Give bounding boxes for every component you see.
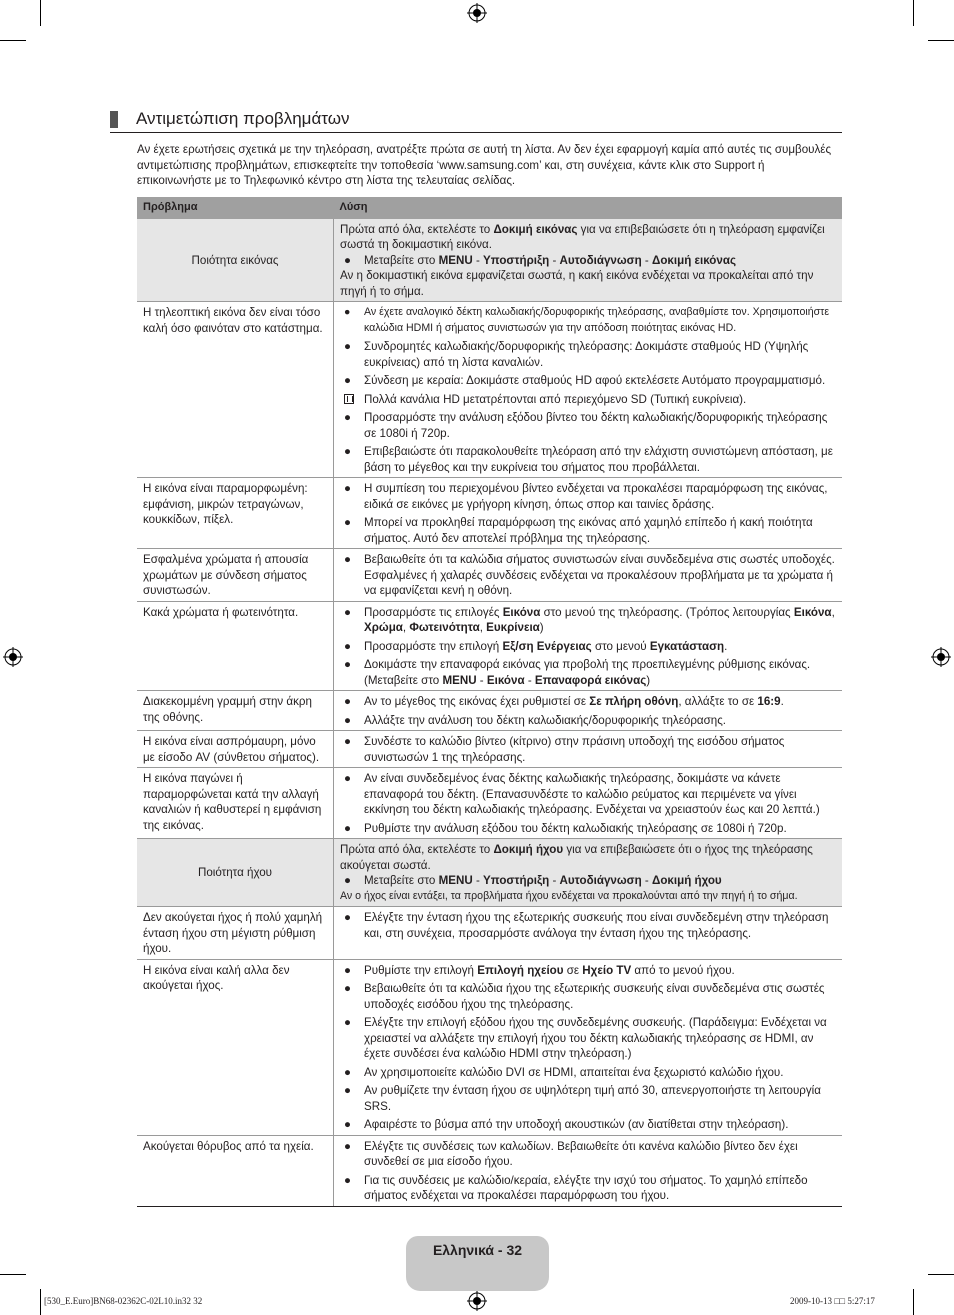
bullet-item bbox=[340, 821, 836, 837]
bullet-text: Αφαιρέστε το βύσμα από την υποδοχή ακουστικών (αν διατίθεται στην τηλεόραση). bbox=[364, 1118, 789, 1131]
solution-cell bbox=[334, 907, 843, 960]
registration-mark-icon bbox=[3, 647, 23, 667]
bullet-item bbox=[340, 1139, 836, 1170]
bullet-item bbox=[340, 1083, 836, 1114]
problem-cell: Η εικόνα είναι ασπρόμαυρη, μόνο με είσοδο AV (σύνθετου σήματος). bbox=[137, 731, 334, 768]
solution-cell bbox=[334, 219, 843, 302]
bullet-text: Σύνδεση με κεραία: Δοκιμάστε σταθμούς HD αφού εκτελέσετε Αυτόματο προγραμματισμό. bbox=[364, 374, 826, 387]
bullet-icon: ● bbox=[344, 516, 352, 529]
bullet-icon: ● bbox=[344, 658, 352, 671]
solution-cell bbox=[334, 549, 843, 602]
bullet-item bbox=[340, 771, 836, 818]
problem-cell: Διακεκομμένη γραμμή στην άκρη της οθόνης. bbox=[137, 691, 334, 731]
heading-bar bbox=[110, 111, 118, 128]
bullet-text: Μπορεί να προκληθεί παραμόρφωση της εικόνας από χαμηλό επίπεδο ή κακή ποιότητα σήματος. Αυτό δεν αποτελεί πρόβλημα της τηλεόρασης. bbox=[364, 516, 813, 545]
bullet-text: Συνδέστε το καλώδιο βίντεο (κίτρινο) στην πράσινη υποδοχή της εισόδου σήματος συνιστωσών 1 της τηλεόρασης. bbox=[364, 735, 785, 764]
problem-cell: Κακά χρώματα ή φωτεινότητα. bbox=[137, 601, 334, 691]
bullet-item bbox=[340, 1173, 836, 1204]
solution-cell bbox=[334, 768, 843, 839]
column-header-problem: Πρόβλημα bbox=[137, 197, 334, 219]
crop-mark bbox=[0, 40, 26, 41]
table-row bbox=[137, 768, 842, 839]
footer-timestamp: 2009-10-13 □□ 5:27:17 bbox=[790, 1296, 875, 1306]
problem-cell: Δεν ακούγεται ήχος ή πολύ χαμηλή ένταση ήχου στη μέγιστη ρύθμιση ήχου. bbox=[137, 907, 334, 960]
bullet-text: Ελέγξτε την ένταση ήχου της εξωτερικής συσκευής που είναι συνδεδεμένη στην τηλεόραση και, στη συνέχεια, προσαρμόστε ανάλογα την ένταση ήχου της τηλεόρασης. bbox=[364, 911, 829, 940]
bullet-item bbox=[340, 694, 836, 710]
bullet-icon: ● bbox=[344, 340, 352, 353]
solution-cell bbox=[334, 691, 843, 731]
bullet-icon: ● bbox=[344, 772, 352, 785]
bullet-text: Προσαρμόστε την ανάλυση εξόδου βίντεο του δέκτη καλωδιακής/δορυφορικής τηλεόρασης σε 1080i ή 720p. bbox=[364, 411, 828, 440]
solution-cell bbox=[334, 302, 843, 478]
bullet-item bbox=[340, 981, 836, 1012]
bullet-icon: ● bbox=[344, 445, 352, 458]
table-row bbox=[137, 549, 842, 602]
troubleshooting-table bbox=[137, 197, 842, 1207]
bullet-icon: ● bbox=[344, 1173, 352, 1187]
solution-text: Αν η δοκιμαστική εικόνα εμφανίζεται σωστά, η κακή εικόνα ενδέχεται να προκαλείται από την πηγή ή το σήμα. bbox=[340, 269, 814, 298]
solution-text: Πρώτα από όλα, εκτελέστε το Δοκιμή ήχου για να επιβεβαιώσετε ότι ο ήχος της τηλεόρασης ακούγεται σωστά. bbox=[340, 843, 813, 872]
crop-mark bbox=[40, 1289, 41, 1315]
solution-cell bbox=[334, 478, 843, 549]
bullet-icon: ● bbox=[344, 1084, 352, 1097]
table-row bbox=[137, 959, 842, 1135]
bullet-text: Ελέγξτε την επιλογή εξόδου ήχου της συνδεδεμένης συσκευής. (Παράδειγμα: Ενδέχεται να χρειαστεί να αλλάξετε την επιλογή ήχου του δέκτη καλωδιακής τηλεόρασης σε HDMI, αν έχετε συνδέσει ένα καλώδιο HDMI στην τηλεόραση.) bbox=[364, 1016, 827, 1060]
table-row bbox=[137, 302, 842, 478]
bullet-icon: ● bbox=[344, 639, 352, 653]
table-row bbox=[137, 839, 842, 907]
bullet-item bbox=[340, 515, 836, 546]
problem-cell: Η εικόνα είναι καλή αλλα δεν ακούγεται ήχος. bbox=[137, 959, 334, 1135]
bullet-text: Μεταβείτε στο MENU - Υποστήριξη - Αυτοδιάγνωση - Δοκιμή ήχου bbox=[364, 874, 722, 887]
bullet-item bbox=[340, 1117, 836, 1133]
bullet-text: Επιβεβαιώστε ότι παρακολουθείτε τηλεόραση από την ελάχιστη συνιστώμενη απόσταση, με βάση το μέγεθος και την ευκρίνεια του σήματος που προβάλλεται. bbox=[364, 445, 833, 474]
registration-mark-icon bbox=[467, 1291, 487, 1311]
solution-text: Αν ο ήχος είναι εντάξει, τα προβλήματα ήχου ενδέχεται να προκαλούνται από την πηγή ή το σήμα. bbox=[340, 889, 798, 902]
bullet-text: Ρυθμίστε την επιλογή Επιλογή ηχείου σε Ηχείο TV από το μενού ήχου. bbox=[364, 963, 735, 977]
bullet-item bbox=[340, 910, 836, 941]
bullet-icon: ● bbox=[344, 482, 352, 495]
bullet-item bbox=[340, 873, 836, 889]
bullet-text: Προσαρμόστε την επιλογή Εξ/ση Ενέργειας στο μενού Εγκατάσταση. bbox=[364, 639, 728, 653]
bullet-text: Αν είναι συνδεδεμένος ένας δέκτης καλωδιακής τηλεόρασης, δοκιμάστε να κάνετε επαναφορά του δέκτη. (Επανασυνδέστε το καλώδιο ρεύματος και περιμένετε να γίνει εκκίνηση του δέκτη καλωδιακής τηλεόρασης. Ενδέχεται να χρειαστούν έως και 20 λεπτά.) bbox=[364, 772, 820, 816]
bullet-icon: ● bbox=[344, 821, 352, 835]
bullet-icon: ● bbox=[344, 553, 352, 566]
bullet-icon: ● bbox=[344, 374, 352, 387]
bullet-icon: ● bbox=[344, 605, 352, 619]
bullet-icon: ● bbox=[344, 963, 352, 977]
problem-cell: Η εικόνα παγώνει ή παραμορφώνεται κατά την αλλαγή καναλιών ή καθυστερεί η εμφάνιση της εικόνας. bbox=[137, 768, 334, 839]
bullet-icon: ● bbox=[344, 713, 352, 727]
note-item bbox=[340, 392, 836, 408]
problem-cell: Ακούγεται θόρυβος από τα ηχεία. bbox=[137, 1135, 334, 1206]
bullet-icon: ● bbox=[344, 735, 352, 748]
page-number-tab bbox=[406, 1236, 549, 1291]
table-row bbox=[137, 907, 842, 960]
crop-mark bbox=[40, 0, 41, 26]
bullet-item bbox=[340, 657, 836, 688]
crop-mark bbox=[913, 1289, 914, 1315]
solution-cell bbox=[334, 959, 843, 1135]
bullet-item bbox=[340, 734, 836, 765]
crop-mark bbox=[928, 40, 954, 41]
bullet-text: Δοκιμάστε την επαναφορά εικόνας για προβολή της προεπιλεγμένης ρύθμισης εικόνας. (Μεταβείτε στο MENU - Εικόνα - Επαναφορά εικόνας) bbox=[364, 658, 811, 687]
bullet-icon: ● bbox=[344, 253, 352, 267]
table-body bbox=[137, 219, 842, 1207]
bullet-text: Αν ρυθμίζετε την ένταση ήχου σε υψηλότερη τιμή από 30, απενεργοποιήστε τη λειτουργία SRS. bbox=[364, 1084, 821, 1113]
table-row bbox=[137, 691, 842, 731]
crop-mark bbox=[0, 1274, 26, 1275]
bullet-icon: ● bbox=[344, 911, 352, 924]
solution-cell bbox=[334, 601, 843, 691]
solution-text: Πρώτα από όλα, εκτελέστε το Δοκιμή εικόνας για να επιβεβαιώσετε ότι η τηλεόραση εμφανίζει σωστά τη δοκιμαστική εικόνα. bbox=[340, 222, 825, 251]
bullet-item bbox=[340, 552, 836, 599]
bullet-item bbox=[340, 410, 836, 441]
note-icon bbox=[344, 394, 354, 404]
intro-paragraph: Αν έχετε ερωτήσεις σχετικά με την τηλεόραση, ανατρέξτε πρώτα σε αυτή τη λίστα. Αν δεν έχει εφαρμογή καμία από αυτές τις συμβουλές αντιμετώπισης προβλημάτων, επισκεφτείτε την τοποθεσία ‘www.samsung.com’ και, στη συνέχεια, κάντε κλικ στο Support ή επικοινωνήστε με το Τηλεφωνικό κέντρο στη λίστα της τελευταίας σελίδας. bbox=[137, 143, 832, 187]
bullet-text: Αν έχετε αναλογικό δέκτη καλωδιακής/δορυφορικής τηλεόρασης, αναβαθμίστε τον. Χρησιμοποιήστε καλώδια HDMI ή σήματος συνιστωσών για την απόδοση ποιότητας εικόνας HD. bbox=[364, 306, 830, 334]
bullet-text: Αλλάξτε την ανάλυση του δέκτη καλωδιακής/δορυφορικής τηλεόρασης. bbox=[364, 713, 727, 727]
column-header-solution: Λύση bbox=[334, 197, 843, 219]
table-row bbox=[137, 731, 842, 768]
bullet-icon: ● bbox=[344, 1065, 352, 1079]
bullet-text: Ρυθμίστε την ανάλυση εξόδου του δέκτη καλωδιακής τηλεόρασης σε 1080i ή 720p. bbox=[364, 821, 787, 835]
page-title: Αντιμετώπιση προβλημάτων bbox=[136, 109, 350, 128]
bullet-icon: ● bbox=[344, 1118, 352, 1131]
bullet-item bbox=[340, 444, 836, 475]
bullet-item bbox=[340, 713, 836, 729]
bullet-icon: ● bbox=[344, 874, 352, 887]
bullet-item bbox=[340, 605, 836, 636]
bullet-item bbox=[340, 339, 836, 370]
bullet-icon: ● bbox=[344, 1016, 352, 1029]
bullet-item bbox=[340, 305, 836, 336]
bullet-text: Μεταβείτε στο MENU - Υποστήριξη - Αυτοδιάγνωση - Δοκιμή εικόνας bbox=[364, 253, 736, 267]
bullet-item bbox=[340, 253, 836, 269]
bullet-item bbox=[340, 963, 836, 979]
crop-mark bbox=[928, 1274, 954, 1275]
bullet-icon: ● bbox=[344, 411, 352, 424]
bullet-item bbox=[340, 1065, 836, 1081]
bullet-text: Ελέγξτε τις συνδέσεις των καλωδίων. Βεβαιωθείτε ότι κανένα καλώδιο βίντεο δεν έχει συνδεθεί σε μια είσοδο ήχου. bbox=[364, 1139, 798, 1168]
registration-mark-icon bbox=[931, 647, 951, 667]
bullet-icon: ● bbox=[344, 1139, 352, 1153]
problem-cell: Ποιότητα εικόνας bbox=[137, 219, 334, 302]
bullet-item bbox=[340, 639, 836, 655]
bullet-text: Προσαρμόστε τις επιλογές Εικόνα στο μενού της τηλεόρασης. (Τρόπος λειτουργίας Εικόνα, Χρώμα, Φωτεινότητα, Ευκρίνεια) bbox=[364, 605, 835, 634]
table-row bbox=[137, 478, 842, 549]
bullet-text: Η συμπίεση του περιεχομένου βίντεο ενδέχεται να προκαλέσει παραμόρφωση της εικόνας, ειδικά σε εικόνες με γρήγορη κίνηση, όπως σπορ και ταινίες δράσης. bbox=[364, 482, 828, 511]
table-header-row bbox=[137, 197, 842, 219]
bullet-text: Βεβαιωθείτε ότι τα καλώδια σήματος συνιστωσών είναι συνδεδεμένα στις σωστές υποδοχές. Εσφαλμένες ή χαλαρές συνδέσεις ενδέχεται να προκαλέσουν προβλήματα με τα χρώματα ή να εμφανίζεται κενή η οθόνη. bbox=[364, 553, 835, 597]
problem-cell: Η τηλεοπτική εικόνα δεν είναι τόσο καλή όσο φαινόταν στο κατάστημα. bbox=[137, 302, 334, 478]
section-heading bbox=[110, 108, 842, 133]
problem-cell: Ποιότητα ήχου bbox=[137, 839, 334, 907]
bullet-icon: ● bbox=[344, 306, 351, 318]
table-row bbox=[137, 219, 842, 302]
bullet-icon: ● bbox=[344, 695, 352, 708]
bullet-item bbox=[340, 1015, 836, 1062]
bullet-text: Για τις συνδέσεις με καλώδιο/κεραία, ελέγξτε την ισχύ του σήματος. Το χαμηλό επίπεδο σήματος ενδέχεται να προκαλέσει παραμόρφωση του ήχου. bbox=[364, 1173, 808, 1202]
bullet-text: Αν χρησιμοποιείτε καλώδιο DVI σε HDMI, απαιτείται ένα ξεχωριστό καλώδιο ήχου. bbox=[364, 1065, 784, 1079]
solution-cell bbox=[334, 1135, 843, 1206]
note-text: Πολλά κανάλια HD μετατρέπονται από περιεχόμενο SD (Τυπική ευκρίνεια). bbox=[364, 392, 747, 406]
bullet-item bbox=[340, 481, 836, 512]
bullet-text: Βεβαιωθείτε ότι τα καλώδια ήχου της εξωτερικής συσκευής είναι συνδεδεμένα στις σωστές υποδοχές εισόδου ήχου της τηλεόρασης. bbox=[364, 982, 825, 1011]
solution-cell bbox=[334, 839, 843, 907]
bullet-icon: ● bbox=[344, 982, 352, 995]
footer-file-info: [530_E.Euro]BN68-02362C-02L10.in32 32 bbox=[44, 1296, 203, 1306]
problem-cell: Η εικόνα είναι παραμορφωμένη: εμφάνιση, μικρών τετραγώνων, κουκκίδων, πίξελ. bbox=[137, 478, 334, 549]
problem-cell: Εσφαλμένα χρώματα ή απουσία χρωμάτων με σύνδεση σήματος συνιστωσών. bbox=[137, 549, 334, 602]
solution-cell bbox=[334, 731, 843, 768]
crop-mark bbox=[913, 0, 914, 26]
bullet-item bbox=[340, 373, 836, 389]
page-number: Ελληνικά - 32 bbox=[432, 1242, 523, 1258]
table-row bbox=[137, 601, 842, 691]
table-row bbox=[137, 1135, 842, 1206]
bullet-text: Αν το μέγεθος της εικόνας έχει ρυθμιστεί σε Σε πλήρη οθόνη, αλλάξτε το σε 16:9. bbox=[364, 695, 784, 708]
registration-mark-icon bbox=[467, 3, 487, 23]
bullet-text: Συνδρομητές καλωδιακής/δορυφορικής τηλεόρασης: Δοκιμάστε σταθμούς HD (Υψηλής ευκρίνειας) από τη λίστα καναλιών. bbox=[364, 340, 809, 369]
